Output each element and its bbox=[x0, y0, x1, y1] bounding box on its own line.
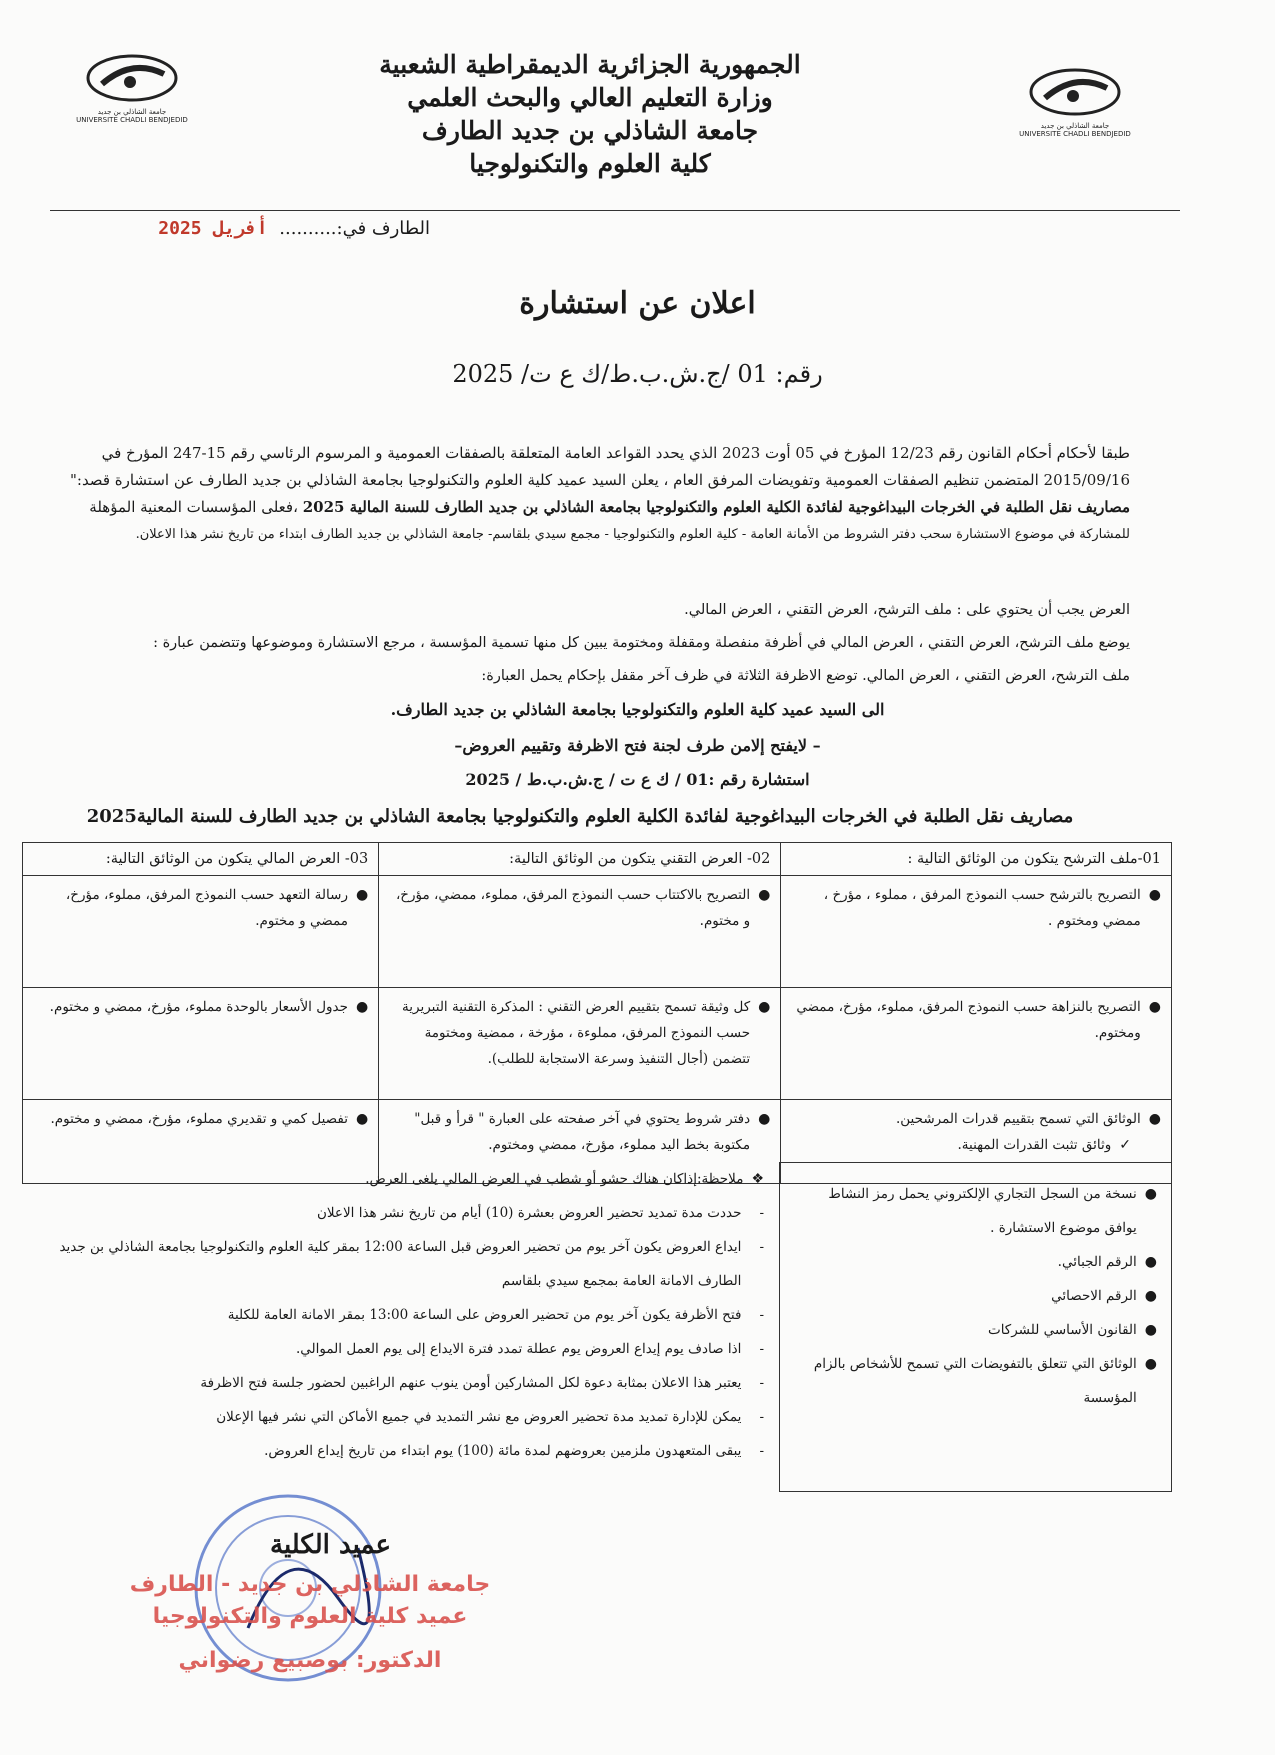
checkmark-icon: ✓ bbox=[1119, 1137, 1131, 1153]
list-item: الوثائق التي تتعلق بالتفويضات التي تسمح للأشخاص بالزام المؤسسة bbox=[813, 1356, 1137, 1406]
bullet-icon: ● bbox=[1144, 1288, 1157, 1304]
note-item: - اذا صادف يوم إيداع العروض يوم عطلة تمدد فترة الايداع إلى يوم العمل الموالي. bbox=[296, 1341, 764, 1357]
subject-rest: ،فعلى المؤسسات المعنية المؤهلة bbox=[89, 498, 298, 516]
note-item: - يعتبر هذا الاعلان بمثابة دعوة لكل المشاركين أومن ينوب عنهم الراغبين لحضور جلسة فتح الاظرفة bbox=[200, 1375, 764, 1391]
table-cell: ● تفصيل كمي و تقديري مملوء، مؤرخ، ممضي و مختوم. bbox=[23, 1100, 379, 1184]
table-header-row bbox=[23, 843, 1172, 876]
table-cell: ● التصريح بالنزاهة حسب النموذج المرفق، مملوء، مؤرخ، ممضي ومختوم. bbox=[781, 988, 1172, 1100]
logo-caption-ar: جامعة الشاذلي بن جديد bbox=[97, 108, 167, 116]
envelope-warning: – لايفتح إلامن طرف لجنة فتح الاظرفة وتقييم العروض– bbox=[454, 736, 821, 755]
stamp-line: عميد كلية العلوم والتكنولوجيا bbox=[152, 1604, 468, 1629]
participation-line: للمشاركة في موضوع الاستشارة سحب دفتر الشروط من الأمانة العامة - كلية العلوم والتكنولوجيا - مجمع سيدي بلقاسم- جامعة الشاذلي بن جديد الطارف ابتداء من تاريخ نشر هذا الاعلان. bbox=[135, 527, 1130, 542]
offer-line: ملف الترشح، العرض التقني ، العرض المالي. توضع الاظرفة الثلاثة في ظرف آخر مقفل بإحكام يحمل العبارة: bbox=[481, 668, 1130, 684]
offer-instructions bbox=[50, 594, 1130, 693]
offer-line: يوضع ملف الترشح، العرض التقني ، العرض المالي في أظرفة منفصلة ومقفلة ومختومة يبين كل منها تسمية المؤسسة ، مرجع الاستشارة وموضوعها وتتضمن عبارة : bbox=[153, 635, 1130, 651]
bullet-icon: ● bbox=[355, 999, 369, 1015]
table-caption: مصاريف نقل الطلبة في الخرجات البيداغوجية لفائدة الكلية العلوم والتكنولوجيا بجامعة الشاذلي بن جديد الطارف للسنة المالية2025 bbox=[86, 806, 1074, 827]
additional-documents-box bbox=[779, 1162, 1172, 1492]
university-logo-right bbox=[1015, 62, 1135, 142]
list-item: القانون الأساسي للشركات bbox=[987, 1322, 1137, 1338]
table-cell: ● التصريح بالاكتتاب حسب النموذج المرفق، مملوء، ممضي، مؤرخ، و مختوم. bbox=[379, 876, 781, 988]
stamped-date-month: أفريل bbox=[213, 218, 268, 239]
header-line-faculty: كلية العلوم والتكنولوجيا bbox=[469, 149, 711, 178]
table-cell: ● الوثائق التي تسمح بتقييم قدرات المرشحين. ✓ وثائق تثبت القدرات المهنية. bbox=[781, 1100, 1172, 1184]
page-title: اعلان عن استشارة bbox=[519, 286, 756, 321]
bullet-icon: ● bbox=[355, 1111, 369, 1127]
notes-section bbox=[22, 1162, 772, 1468]
logo-caption-fr: UNIVERSITE CHADLI BENDJEDID bbox=[76, 116, 188, 125]
bullet-icon: ● bbox=[758, 999, 771, 1015]
header-divider bbox=[50, 210, 1180, 211]
bullet-icon: ● bbox=[1144, 1186, 1157, 1202]
notes-heading: ❖ ملاحظة:إذاكان هناك حشو أو شطب في العرض المالي يلغى العرض. bbox=[22, 1162, 764, 1196]
table-cell: ● رسالة التعهد حسب النموذج المرفق، مملوء، مؤرخ، ممضي و مختوم. bbox=[23, 876, 379, 988]
envelope-address: الى السيد عميد كلية العلوم والتكنولوجيا بجامعة الشاذلي بن جديد الطارف. bbox=[390, 700, 885, 719]
required-documents-table bbox=[22, 842, 1172, 1184]
university-emblem-icon bbox=[1015, 62, 1135, 122]
subject-text: مصاريف نقل الطلبة في الخرجات البيداغوجية لفائدة الكلية العلوم والتكنولوجيا بجامعة الشاذلي بن جديد الطارف للسنة المالية 2025 bbox=[302, 498, 1130, 516]
place-date-label: الطارف في:.......... bbox=[279, 218, 430, 239]
diamond-bullet-icon: ❖ bbox=[751, 1171, 764, 1187]
bullet-icon: ● bbox=[1148, 999, 1161, 1015]
list-item: الرقم الاحصائي bbox=[1051, 1288, 1137, 1304]
lower-section bbox=[22, 1162, 1172, 1492]
bullet-icon: ● bbox=[1148, 1111, 1161, 1127]
bullet-icon: ● bbox=[1148, 887, 1161, 903]
reference-number: رقم: 01 /ج.ش.ب.ط/ك ع ت/ 2025 bbox=[452, 360, 823, 388]
body-line: طبقا لأحكام أحكام القانون رقم 12/23 المؤرخ في 05 أوت 2023 الذي يحدد القواعد العامة المتعلقة بالصفقات العمومية و المرسوم الرئاسي رقم 15-247 المؤرخ في bbox=[101, 444, 1130, 462]
header-technical: 02- العرض التقني يتكون من الوثائق التالية: bbox=[379, 843, 781, 876]
offer-line: العرض يجب أن يحتوي على : ملف الترشح، العرض التقني ، العرض المالي. bbox=[684, 602, 1130, 618]
header-candidacy: 01-ملف الترشح يتكون من الوثائق التالية : bbox=[781, 843, 1172, 876]
header-line-university: جامعة الشاذلي بن جديد الطارف bbox=[421, 116, 759, 145]
stamped-date-year: 2025 bbox=[158, 218, 202, 239]
header-financial: 03- العرض المالي يتكون من الوثائق التالية: bbox=[23, 843, 379, 876]
note-item: - حددت مدة تمديد تحضير العروض بعشرة (10) أيام من تاريخ نشر هذا الاعلان bbox=[316, 1205, 764, 1221]
list-item: الرقم الجبائي. bbox=[1057, 1254, 1137, 1270]
bullet-icon: ● bbox=[1144, 1356, 1157, 1372]
table-cell: ● كل وثيقة تسمح بتقييم العرض التقني : المذكرة التقنية التبريرية حسب النموذج المرفق، مملوءة ، مؤرخة ، ممضية ومختومة تتضمن (أجال التنفيذ وسرعة الاستجابة للطلب). bbox=[379, 988, 781, 1100]
subject-line bbox=[50, 494, 1130, 521]
bullet-icon: ● bbox=[1144, 1322, 1157, 1338]
table-cell: ● دفتر شروط يحتوي في آخر صفحته على العبارة " قرأ و قبل" مكتوبة بخط اليد مملوء، مؤرخ، ممضي ومختوم. bbox=[379, 1100, 781, 1184]
note-item: - يبقى المتعهدون ملزمين بعروضهم لمدة مائة (100) يوم ابتداء من تاريخ إيداع العروض. bbox=[264, 1443, 764, 1459]
stamp-line: جامعة الشاذلي بن جديد - الطارف bbox=[129, 1572, 491, 1597]
bullet-icon: ● bbox=[355, 887, 369, 903]
bullet-icon: ● bbox=[1144, 1254, 1157, 1270]
place-date bbox=[158, 218, 430, 239]
note-item: - فتح الأظرفة يكون آخر يوم من تحضير العروض على الساعة 13:00 بمقر الامانة العامة للكلية bbox=[227, 1307, 764, 1323]
letterhead bbox=[330, 48, 850, 180]
legal-preamble bbox=[50, 440, 1130, 548]
note-item: - ايداع العروض يكون آخر يوم من تحضير العروض قبل الساعة 12:00 بمقر كلية العلوم والتكنولوجيا بجامعة الشاذلي بن جديد الطارف الامانة العامة بمجمع سيدي بلقاسم bbox=[59, 1239, 764, 1289]
university-logo-left bbox=[72, 48, 192, 128]
header-line-ministry: وزارة التعليم العالي والبحث العلمي bbox=[407, 83, 773, 112]
university-emblem-icon bbox=[72, 48, 192, 108]
stamp-line: الدكتور: بوصبيع رضواني bbox=[178, 1648, 442, 1673]
table-row bbox=[23, 876, 1172, 988]
table-cell: ● التصريح بالترشح حسب النموذج المرفق ، مملوء ، مؤرخ ، ممضي ومختوم . bbox=[781, 876, 1172, 988]
signature-title: عميد الكلية bbox=[270, 1530, 391, 1560]
note-item: - يمكن للإدارة تمديد مدة تحضير العروض مع نشر التمديد في جميع الأماكن التي نشر فيها الإعلان bbox=[216, 1409, 764, 1425]
list-item: نسخة من السجل التجاري الإلكتروني يحمل رمز النشاط يوافق موضوع الاستشارة . bbox=[828, 1186, 1137, 1236]
bullet-icon: ● bbox=[758, 1111, 771, 1127]
bullet-icon: ● bbox=[758, 887, 771, 903]
logo-caption-fr: UNIVERSITE CHADLI BENDJEDID bbox=[1019, 130, 1131, 139]
table-cell: ● جدول الأسعار بالوحدة مملوء، مؤرخ، ممضي و مختوم. bbox=[23, 988, 379, 1100]
header-line-republic: الجمهورية الجزائرية الديمقراطية الشعبية bbox=[379, 50, 801, 79]
envelope-reference: استشارة رقم :01 / ك ع ت / ج.ش.ب.ط / 2025 bbox=[465, 770, 810, 789]
body-line: 2015/09/16 المتضمن تنظيم الصفقات العمومية وتفويضات المرفق العام ، يعلن السيد عميد كلية العلوم والتكنولوجيا بجامعة الشاذلي بن جديد الطارف عن استشارة قصد:" bbox=[69, 471, 1130, 489]
table-row bbox=[23, 988, 1172, 1100]
logo-caption-ar: جامعة الشاذلي بن جديد bbox=[1040, 122, 1110, 130]
